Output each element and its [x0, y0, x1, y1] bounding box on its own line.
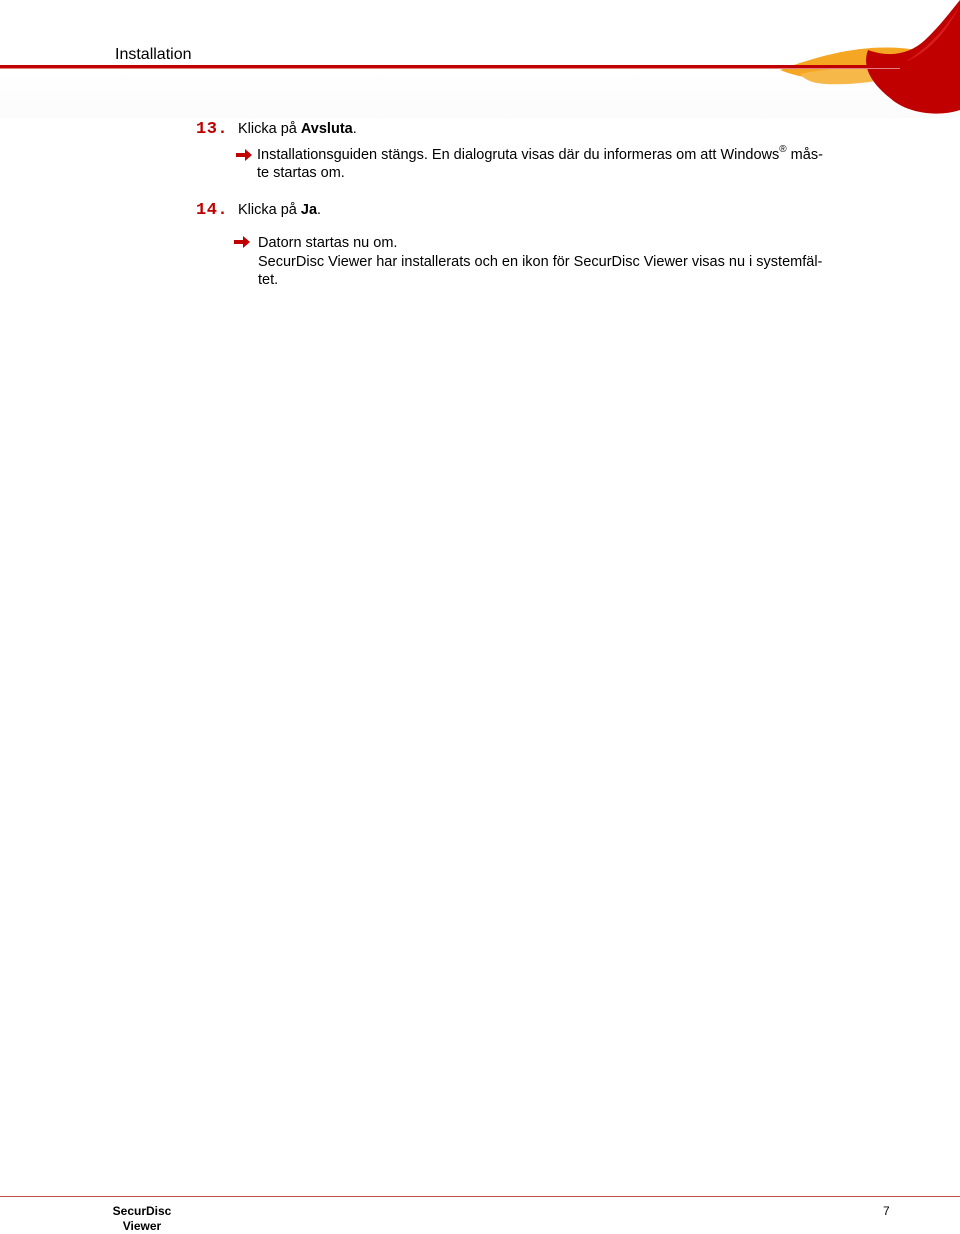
- result-line: Datorn startas nu om.: [258, 235, 398, 251]
- footer-product-line: SecurDisc: [112, 1204, 172, 1218]
- step-instruction: Klicka på Ja.: [238, 202, 322, 218]
- right-arrow-icon: [235, 148, 253, 162]
- ui-term-ja: Ja: [300, 202, 318, 218]
- page-number: 7: [883, 1204, 890, 1218]
- step-number: 13.: [196, 120, 229, 139]
- result-line: Installationsguiden stängs. En dialogruta visas där du informeras om att Windows® mås-: [257, 144, 823, 163]
- step-14: [196, 201, 321, 220]
- registered-mark: ®: [779, 144, 787, 155]
- footer-rule: [0, 1196, 960, 1197]
- header-section-title: Installation: [115, 46, 192, 63]
- result-line: te startas om.: [257, 165, 345, 181]
- ui-term-avsluta: Avsluta: [300, 121, 353, 137]
- footer-product-line: Viewer: [122, 1219, 162, 1233]
- step-number: 14.: [196, 201, 229, 220]
- right-arrow-icon: [233, 235, 251, 249]
- step-13: [196, 120, 357, 139]
- step-instruction: Klicka på Avsluta.: [238, 121, 357, 137]
- result-line: SecurDisc Viewer har installerats och en ikon för SecurDisc Viewer visas nu i systemfäl-: [258, 254, 823, 270]
- result-line: tet.: [258, 272, 279, 288]
